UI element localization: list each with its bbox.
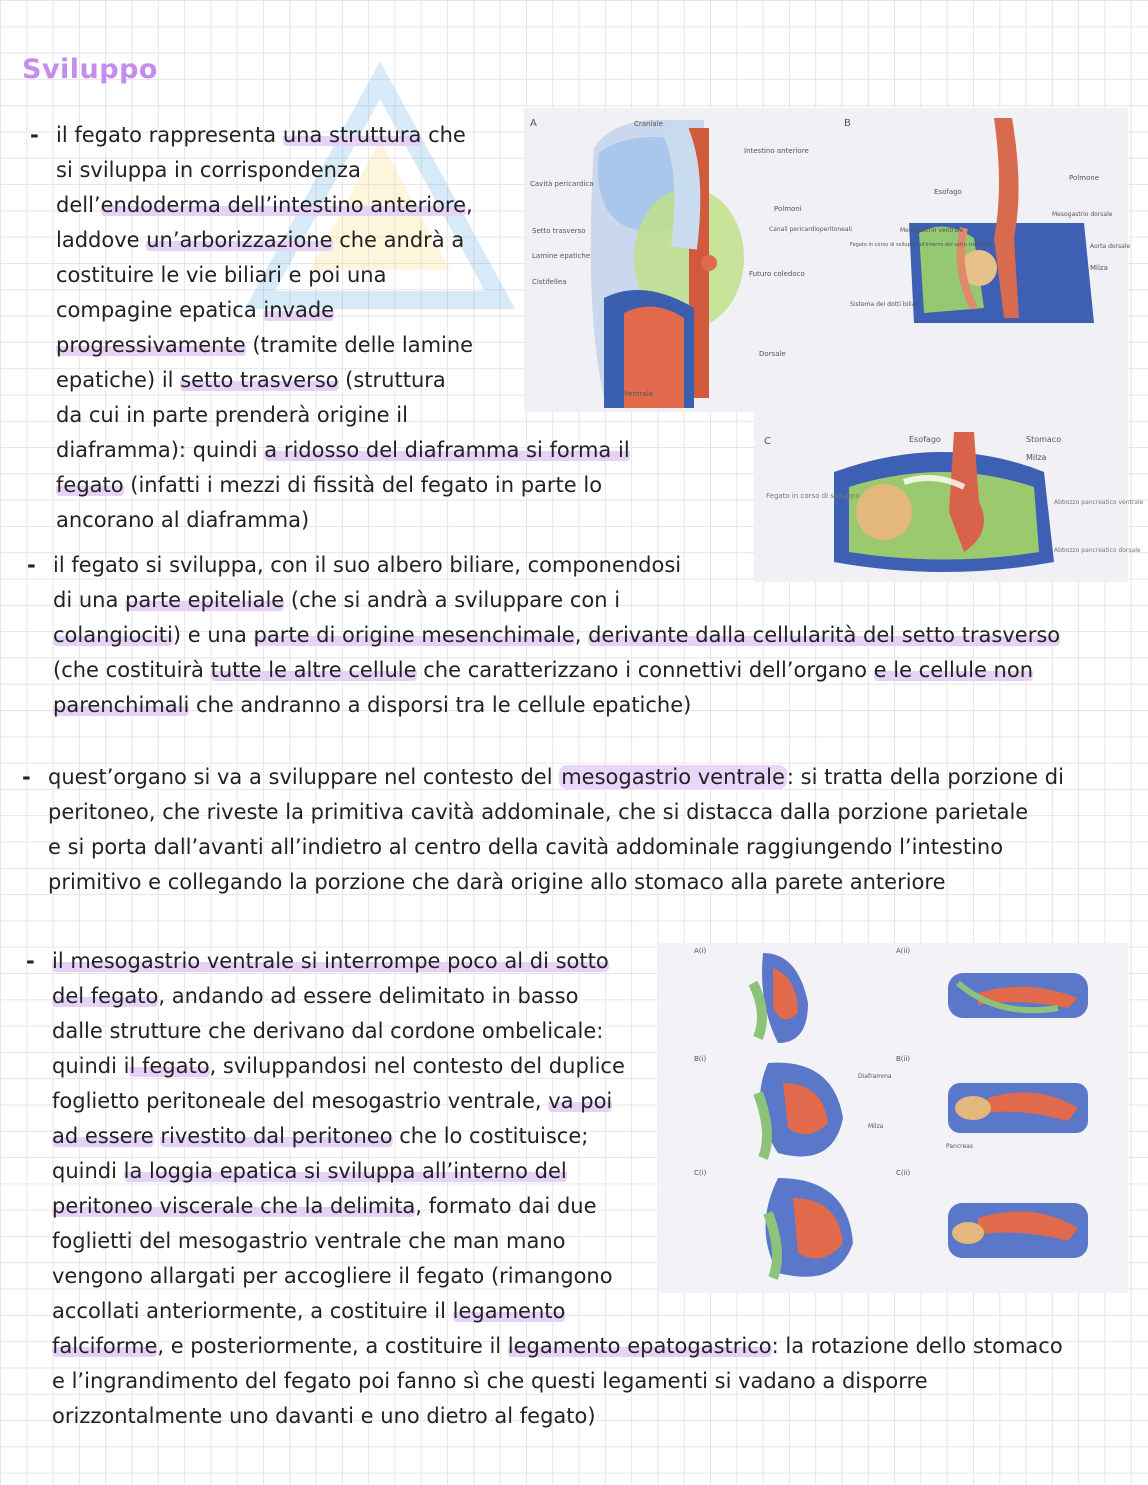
label-milza-c: Milza: [1026, 453, 1047, 462]
bullet-dash: -: [22, 765, 31, 789]
highlighted-text: parenchimali: [53, 693, 190, 717]
text-line: [56, 223, 630, 258]
panel-b-label: B: [844, 118, 851, 129]
text-line: [52, 944, 1063, 979]
text-line: [48, 865, 1064, 900]
text-segment: (che costituirà: [53, 658, 211, 682]
paragraph-2: [27, 548, 1061, 723]
label-polmoni: Polmoni: [774, 205, 802, 213]
text-segment: che lo costituisce;: [392, 1124, 589, 1148]
text-segment: da cui in parte prenderà origine il: [56, 403, 408, 427]
text-line: [56, 293, 630, 328]
highlighted-text: colangiociti: [53, 623, 173, 647]
label-pancreas: Pancreas: [946, 1143, 973, 1150]
highlighted-text: a ridosso del diaframma si forma il: [264, 438, 630, 462]
text-line: [52, 1049, 1063, 1084]
text-segment: (struttura: [338, 368, 446, 392]
label-sistema-dotti: Sistema dei dotti biliari: [850, 301, 920, 308]
label-stomaco: Stomaco: [1026, 435, 1062, 444]
text-line: [56, 328, 630, 363]
text-line: [48, 795, 1064, 830]
label-craniale: Craniale: [634, 120, 663, 128]
text-segment: e si porta dall’avanti all’indietro al centro della cavità addominale raggiungendo l’intestino: [48, 835, 1004, 859]
panel-c-label: C: [764, 436, 771, 447]
label-futuro-coledoco: Futuro coledoco: [749, 270, 805, 278]
text-segment: che andrà a: [332, 228, 465, 252]
highlighted-text: e le cellule non: [873, 658, 1034, 682]
highlighted-text: tutte le altre cellule: [210, 658, 417, 682]
text-segment: quest’organo si va a sviluppare nel contesto del: [48, 765, 560, 789]
text-segment: : si tratta della porzione di: [786, 765, 1064, 789]
text-segment: accollati anteriormente, a costituire il: [52, 1299, 453, 1323]
text-line: [56, 468, 630, 503]
highlighted-text: fegato: [56, 473, 124, 497]
text-segment: di una: [53, 588, 126, 612]
label-esofago-c: Esofago: [909, 435, 941, 444]
text-line: [53, 653, 1060, 688]
highlighted-text: l fegato: [129, 1054, 210, 1078]
text-segment: ancorano al diaframma): [56, 508, 310, 532]
text-segment: dalle strutture che derivano dal cordone ombelicale:: [52, 1019, 604, 1043]
text-segment: diaframma): quindi: [56, 438, 265, 462]
highlighted-text: va poi: [548, 1089, 613, 1113]
text-line: [52, 1259, 1063, 1294]
label-milza-b: Milza: [1090, 264, 1108, 272]
text-segment: (infatti i mezzi di fissità del fegato in parte lo: [123, 473, 603, 497]
text-segment: (tramite delle lamine: [245, 333, 474, 357]
label-cavita-pericardica: Cavità pericardica: [530, 180, 594, 188]
text-segment: che caratterizzano i connettivi dell’organo: [416, 658, 874, 682]
text-line: [53, 583, 1060, 618]
label-mesogastrio-dorsale: Mesogastrio dorsale: [1052, 211, 1113, 218]
highlighted-text: legamento epatogastrico: [507, 1334, 772, 1358]
text-segment: primitivo e collegando la porzione che darà origine allo stomaco alla parete anteriore: [48, 870, 946, 894]
highlighted-text: la loggia epatica si sviluppa all’interno del: [123, 1159, 567, 1183]
text-line: [56, 188, 630, 223]
label-setto-trasverso: Setto trasverso: [532, 227, 586, 235]
text-segment: compagine epatica: [56, 298, 264, 322]
text-segment: quindi: [52, 1159, 124, 1183]
label-fegato-corso: Fegato in corso di sviluppo: [766, 492, 860, 500]
text-line: [56, 503, 630, 538]
text-line: [52, 1329, 1063, 1364]
highlighted-text: parte epiteliale: [125, 588, 285, 612]
text-segment: ) e una: [172, 623, 254, 647]
svg-text:A(ii): A(ii): [896, 947, 911, 955]
label-cistifellea: Cistifellea: [532, 278, 567, 286]
text-line: [53, 548, 1060, 583]
label-ventrale: Ventrale: [624, 390, 654, 398]
paragraph-4: [26, 944, 1063, 1434]
svg-text:B(ii): B(ii): [896, 1055, 911, 1063]
text-line: [52, 1224, 1063, 1259]
label-mesogastrio-ventrale: Mesogastrio ventrale: [900, 227, 964, 234]
label-dorsale: Dorsale: [759, 350, 786, 358]
text-segment: , e posteriormente, a costituire il: [157, 1334, 508, 1358]
svg-text:C(i): C(i): [694, 1169, 707, 1177]
label-abbozzo-ventrale: Abbozzo pancreatico ventrale: [1054, 499, 1144, 506]
label-aorta-dorsale: Aorta dorsale: [1090, 243, 1131, 250]
label-abbozzo-dorsale: Abbozzo pancreatico dorsale: [1054, 547, 1141, 554]
highlighted-text: derivante dalla cellularità del setto trasverso: [588, 623, 1061, 647]
highlighted-text: progressivamente: [56, 333, 246, 357]
label-diaframma: Diaframma: [858, 1073, 892, 1080]
svg-text:A(i): A(i): [694, 947, 707, 955]
label-canali: Canali pericardioperitoneali: [769, 226, 852, 233]
text-line: [52, 1399, 1063, 1434]
highlighted-text: legamento: [452, 1299, 566, 1323]
highlighted-text: invade: [263, 298, 335, 322]
highlighted-text: setto trasverso: [180, 368, 339, 392]
text-segment: dell’: [56, 193, 101, 217]
text-segment: , formato dai due: [415, 1194, 597, 1218]
text-segment: e l’ingrandimento del fegato poi fanno sì che questi legamenti si vadano a disporre: [52, 1369, 928, 1393]
text-segment: si sviluppa in corrispondenza: [56, 158, 361, 182]
text-line: [52, 1189, 1063, 1224]
highlighted-text: ad essere: [52, 1124, 154, 1148]
text-segment: , andando ad essere delimitato in basso: [158, 984, 579, 1008]
highlighted-text: parte di origine mesenchimale: [253, 623, 575, 647]
text-segment: laddove: [56, 228, 147, 252]
text-line: [52, 1154, 1063, 1189]
paragraph-1: [30, 118, 630, 538]
label-fegato-sviluppo: Fegato in corso di sviluppo all'interno del setto trasverso: [850, 242, 992, 248]
text-segment: vengono allargati per accogliere il fegato (rimangono: [52, 1264, 613, 1288]
text-segment: (che si andrà a sviluppare con i: [284, 588, 621, 612]
text-line: [48, 760, 1064, 795]
highlighted-text: mesogastrio ventrale: [561, 765, 785, 789]
text-segment: foglietto peritoneale del mesogastrio ventrale,: [52, 1089, 549, 1113]
text-line: [52, 1294, 1063, 1329]
text-line: [52, 1119, 1063, 1154]
text-line: [53, 688, 1060, 723]
text-segment: il fegato rappresenta: [56, 123, 283, 147]
bullet-dash: -: [30, 123, 39, 147]
text-line: [52, 1014, 1063, 1049]
text-line: [52, 1084, 1063, 1119]
bullet-dash: -: [27, 553, 36, 577]
text-segment: che: [421, 123, 466, 147]
label-milza-bottom: Milza: [868, 1123, 884, 1130]
highlighted-text: una struttura: [282, 123, 422, 147]
highlighted-text: rivestito dal peritoneo: [160, 1124, 393, 1148]
bullet-dash: -: [26, 949, 35, 973]
svg-text:B(i): B(i): [694, 1055, 707, 1063]
text-segment: peritoneo, che riveste la primitiva cavità addominale, che si distacca dalla porzione parietale: [48, 800, 1029, 824]
label-esofago-b: Esofago: [934, 188, 962, 196]
text-segment: quindi i: [52, 1054, 130, 1078]
text-line: [56, 118, 630, 153]
text-segment: ,: [574, 623, 589, 647]
text-line: [56, 398, 630, 433]
page-title: Sviluppo: [22, 54, 158, 85]
paragraph-3: [22, 760, 1064, 900]
label-polmone: Polmone: [1069, 174, 1100, 182]
text-segment: costituire le vie biliari e poi una: [56, 263, 387, 287]
text-segment: che andranno a disporsi tra le cellule epatiche): [189, 693, 692, 717]
highlighted-text: peritoneo viscerale che la delimita: [52, 1194, 416, 1218]
text-line: [56, 363, 630, 398]
panel-a-label: A: [530, 118, 537, 129]
highlighted-text: endoderma dell’intestino anteriore: [100, 193, 467, 217]
text-segment: : la rotazione dello stomaco: [771, 1334, 1063, 1358]
highlighted-text: il mesogastrio ventrale si interrompe poco al di sotto: [52, 949, 609, 973]
text-line: [52, 979, 1063, 1014]
text-line: [56, 433, 630, 468]
svg-text:C(ii): C(ii): [896, 1169, 911, 1177]
text-segment: , sviluppandosi nel contesto del duplice: [209, 1054, 625, 1078]
text-line: [56, 153, 630, 188]
highlighted-text: un’arborizzazione: [146, 228, 333, 252]
text-line: [48, 830, 1064, 865]
text-segment: epatiche) il: [56, 368, 181, 392]
text-segment: orizzontalmente uno davanti e uno dietro al fegato): [52, 1404, 596, 1428]
highlighted-text: del fegato: [52, 984, 159, 1008]
label-intestino-anteriore: Intestino anteriore: [744, 147, 809, 155]
text-segment: ,: [466, 193, 473, 217]
highlighted-text: falciforme: [52, 1334, 158, 1358]
label-lamine-epatiche: Lamine epatiche: [532, 252, 591, 260]
text-line: [53, 618, 1060, 653]
text-line: [56, 258, 630, 293]
text-segment: il fegato si sviluppa, con il suo albero biliare, componendosi: [53, 553, 682, 577]
text-line: [52, 1364, 1063, 1399]
text-segment: foglietti del mesogastrio ventrale che man mano: [52, 1229, 566, 1253]
